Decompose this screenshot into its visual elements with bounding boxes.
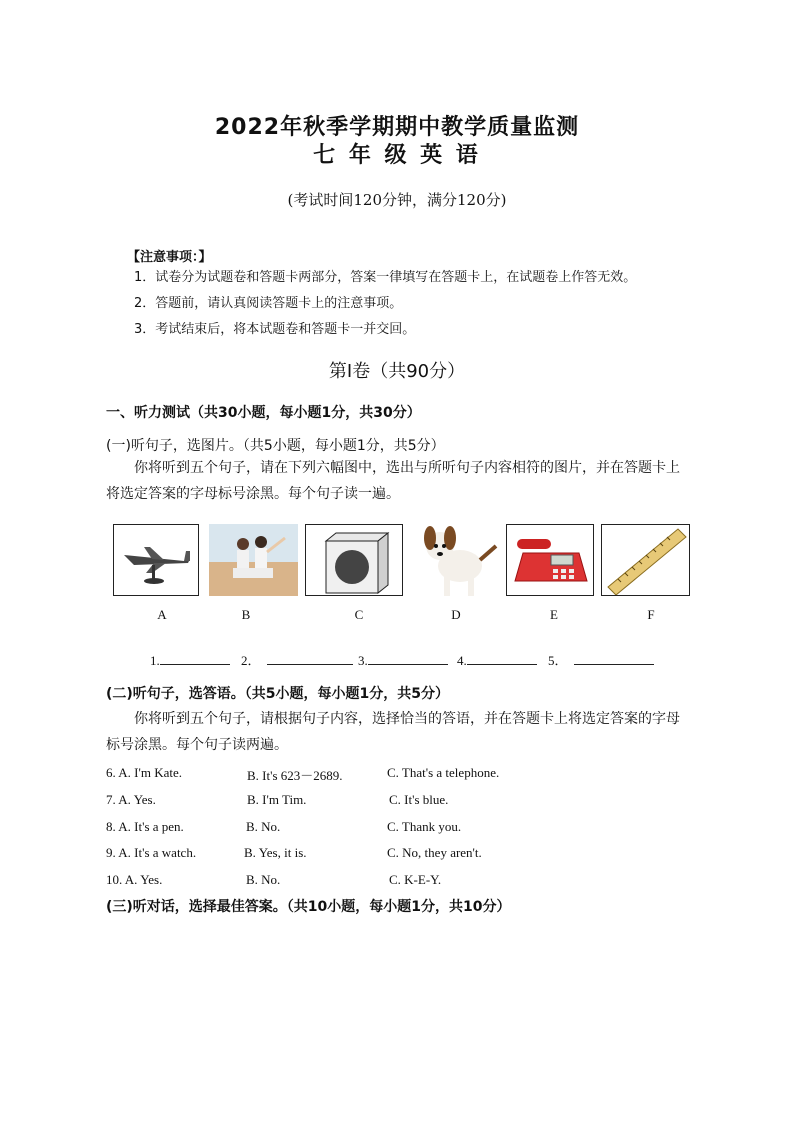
question-10-option-c: C. K-E-Y. <box>389 872 442 887</box>
question-7-option-c: C. It's blue. <box>389 792 449 807</box>
grade-subject-title: 七 年 级 英 语 <box>313 143 481 168</box>
ruler-icon <box>602 525 690 596</box>
part2-heading: (二)听句子，选答语。（共5小题，每小题1分，共5分） <box>106 686 450 702</box>
part2-instruction: 你将听到五个句子，请根据句子内容，选择恰当的答语，并在答题卡上将选定答案的字母标号涂黑。每个句子读两遍。 <box>106 711 680 753</box>
question-8-option-a: 8. A. It's a pen. <box>106 819 184 834</box>
dog-icon <box>410 516 501 600</box>
note-item-2: 2．答题前，请认真阅读答题卡上的注意事项。 <box>134 296 403 311</box>
section1-heading: 一、听力测试（共30小题，每小题1分，共30分） <box>106 405 421 421</box>
volume-title: 第Ⅰ卷（共90分） <box>328 361 466 382</box>
airplane-model-icon <box>114 525 199 596</box>
answer-blank-1[interactable]: 1. <box>150 650 230 669</box>
picture-f-ruler <box>601 524 690 596</box>
telephone-icon <box>507 525 594 596</box>
question-9-option-a: 9. A. It's a watch. <box>106 845 197 860</box>
note-item-3: 3．考试结束后，将本试题卷和答题卡一并交回。 <box>134 322 416 337</box>
question-6-option-a: 6. A. I'm Kate. <box>106 765 182 780</box>
box-icon <box>306 525 403 596</box>
note-item-1: 1．试卷分为试题卷和答题卡两部分，答案一律填写在答题卡上，在试题卷上作答无效。 <box>134 270 637 285</box>
question-10-option-a: 10. A. Yes. <box>106 872 163 887</box>
part1-instruction: 你将听到五个句子，请在下列六幅图中，选出与所听句子内容相符的图片，并在答题卡上将选定答案的字母标号涂黑。每个句子读一遍。 <box>106 460 680 502</box>
picture-letter-d: D <box>451 607 461 622</box>
answer-blank-4[interactable]: 4. <box>457 650 537 669</box>
question-7-option-b: B. I'm Tim. <box>247 792 307 807</box>
picture-a-airplane <box>113 524 199 596</box>
picture-b-beach <box>209 524 298 596</box>
question-6-option-b: B. It's 623－2689. <box>247 768 343 783</box>
question-7-option-a: 7. A. Yes. <box>106 792 156 807</box>
question-8-option-c: C. Thank you. <box>387 819 462 834</box>
picture-e-telephone <box>506 524 594 596</box>
couple-on-beach-icon <box>209 524 298 596</box>
question-9-option-c: C. No, they aren't. <box>387 845 482 860</box>
picture-letter-e: E <box>550 607 558 622</box>
answer-blank-3[interactable]: 3. <box>358 650 448 669</box>
answer-blank-2[interactable]: 2． <box>241 650 353 669</box>
exam-info: (考试时间120分钟，满分120分) <box>287 191 507 209</box>
part1-heading: (一)听句子，选图片。（共5小题，每小题1分，共5分） <box>106 438 445 454</box>
question-6-option-c: C. That's a telephone. <box>387 765 500 780</box>
part3-heading: (三)听对话，选择最佳答案。（共10小题，每小题1分，共10分） <box>106 899 511 915</box>
question-8-option-b: B. No. <box>246 819 281 834</box>
picture-d-dog <box>410 516 501 600</box>
answer-blank-5[interactable]: 5． <box>548 650 654 669</box>
question-9-option-b: B. Yes, it is. <box>244 845 307 860</box>
picture-letter-b: B <box>241 607 251 622</box>
picture-letter-c: C <box>354 607 364 622</box>
picture-letter-a: A <box>157 607 167 622</box>
notes-heading: 【注意事项：】 <box>127 250 212 265</box>
question-10-option-b: B. No. <box>246 872 281 887</box>
exam-title: 2022年秋季学期期中教学质量监测 <box>214 115 580 140</box>
picture-c-box <box>305 524 403 596</box>
picture-letter-f: F <box>647 607 655 622</box>
